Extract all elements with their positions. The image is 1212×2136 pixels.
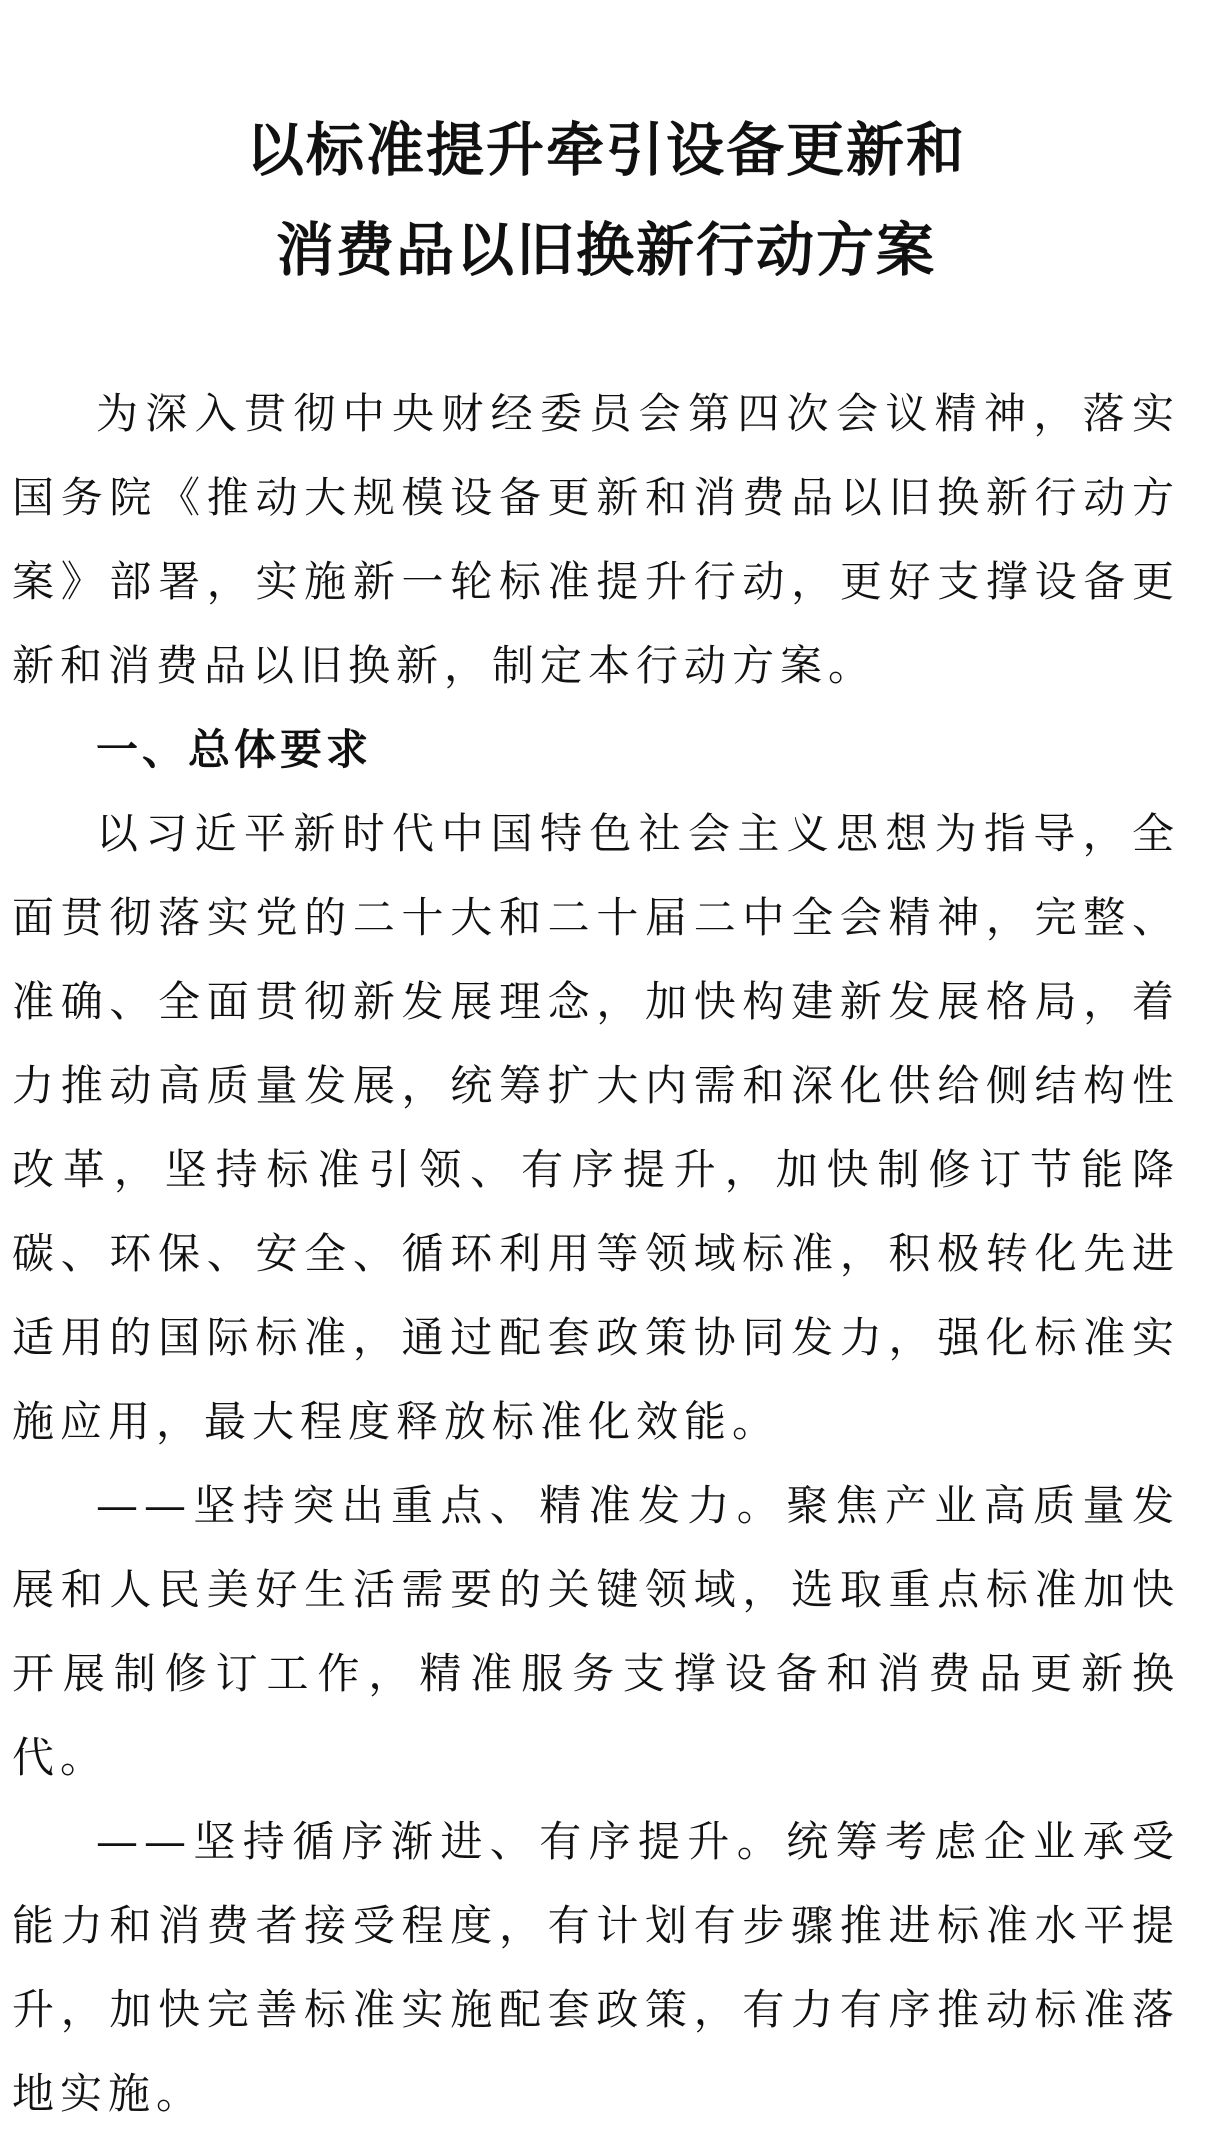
intro-paragraph: 为深入贯彻中央财经委员会第四次会议精神，落实国务院《推动大规模设备更新和消费品以旧换新行动方案》部署，实施新一轮标准提升行动，更好支撑设备更新和消费品以旧换新，制定本行动方案。 bbox=[12, 389, 1180, 690]
principle-1-paragraph: ——坚持突出重点、精准发力。聚焦产业高质量发展和人民美好生活需要的关键领域，选取重点标准加快开展制修订工作，精准服务支撑设备和消费品更新换代。 bbox=[12, 1481, 1180, 1782]
section-1-paragraph: 以习近平新时代中国特色社会主义思想为指导，全面贯彻落实党的二十大和二十届二中全会精神，完整、准确、全面贯彻新发展理念，加快构建新发展格局，着力推动高质量发展，统筹扩大内需和深化供给侧结构性改革，坚持标准引领、有序提升，加快制修订节能降碳、环保、安全、循环利用等领域标准，积极转化先进适用的国际标准，通过配套政策协同发力，强化标准实施应用，最大程度释放标准化效能。 bbox=[12, 809, 1180, 1446]
section-heading-overall-requirements: 一、总体要求 bbox=[96, 725, 373, 774]
principle-2-paragraph: ——坚持循序渐进、有序提升。统筹考虑企业承受能力和消费者接受程度，有计划有步骤推进标准水平提升，加快完善标准实施配套政策，有力有序推动标准落地实施。 bbox=[12, 1817, 1180, 2118]
title-line-2: 消费品以旧换新行动方案 bbox=[275, 216, 936, 284]
document-title bbox=[0, 100, 1212, 300]
title-line-1: 以标准提升牵引设备更新和 bbox=[245, 116, 966, 184]
document-body bbox=[12, 372, 1180, 2136]
